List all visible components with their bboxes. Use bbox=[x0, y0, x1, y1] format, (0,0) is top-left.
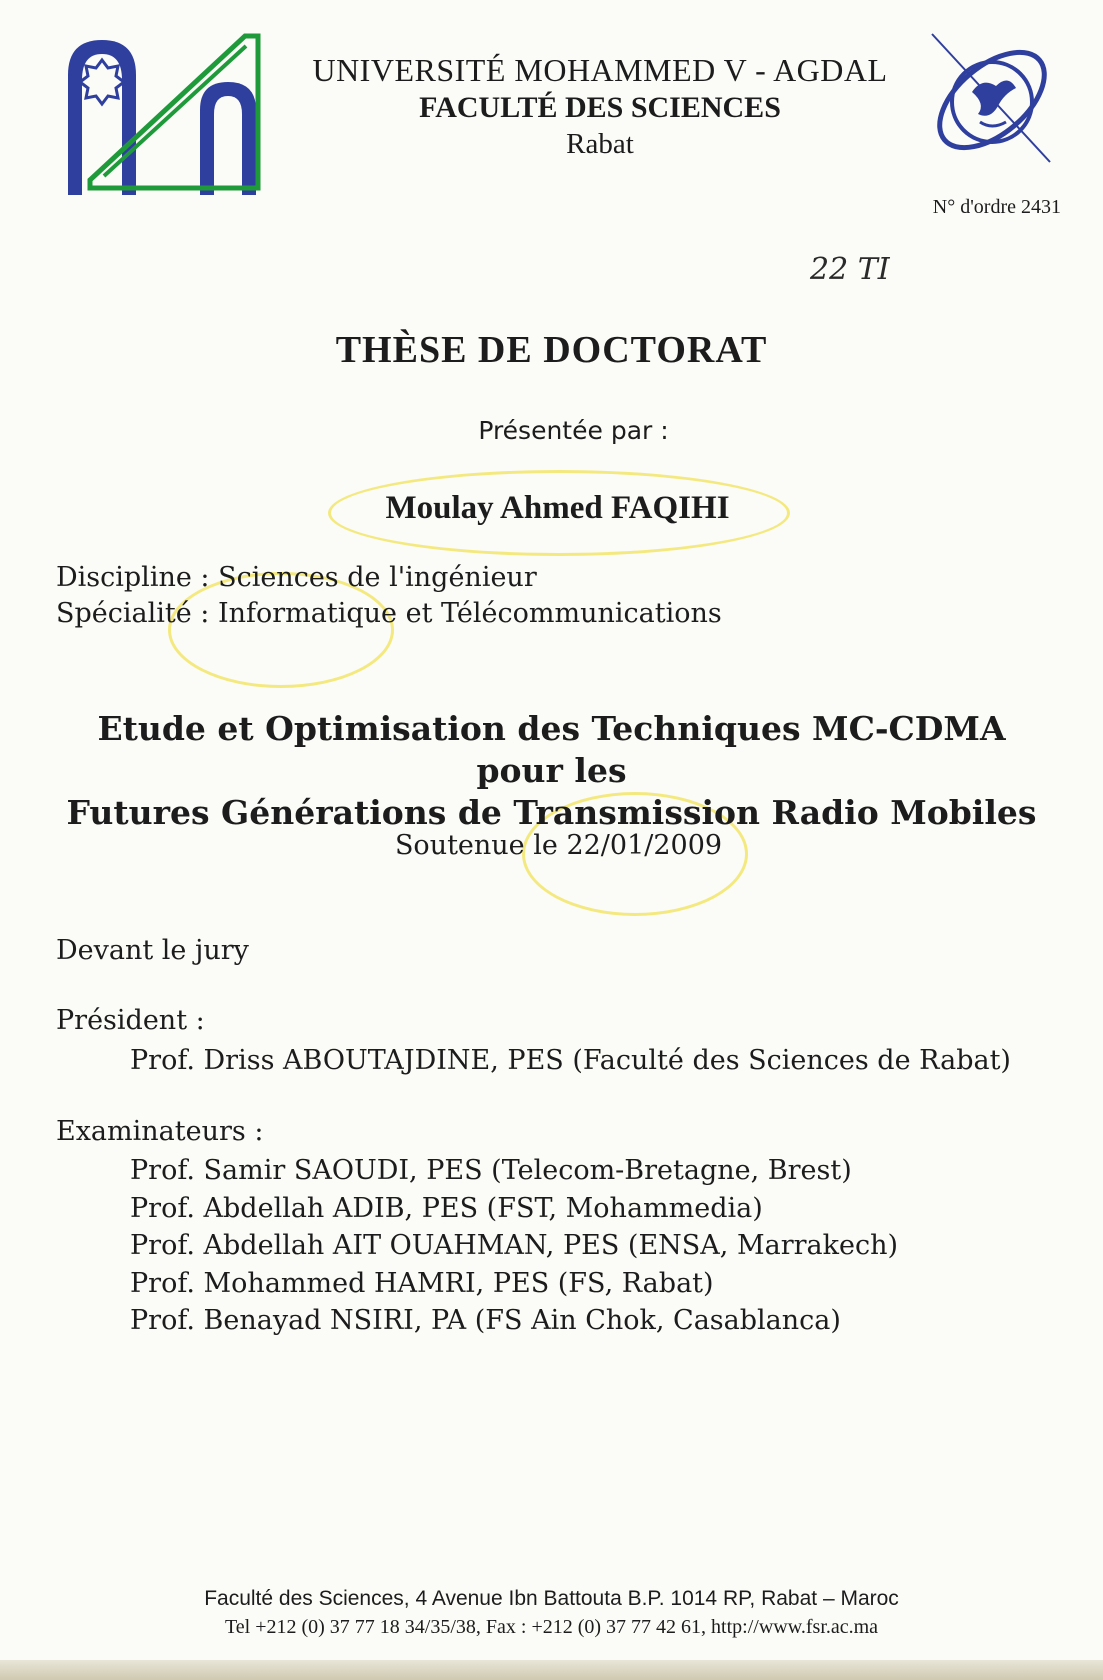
author-name: Moulay Ahmed FAQIHI bbox=[385, 490, 730, 526]
examiner-item: Prof. Samir SAOUDI, PES (Telecom-Bretagne, Brest) bbox=[130, 1155, 852, 1186]
president-label: Président : bbox=[56, 1005, 205, 1036]
footer bbox=[0, 1585, 1103, 1641]
examiner-item: Prof. Mohammed HAMRI, PES (FS, Rabat) bbox=[130, 1267, 714, 1299]
order-number: N° d'ordre 2431 bbox=[932, 196, 1061, 218]
footer-address: Faculté des Sciences, 4 Avenue Ibn Battouta B.P. 1014 RP, Rabat – Maroc bbox=[204, 1587, 899, 1610]
examiners-list bbox=[130, 1152, 898, 1340]
thesis-title-line-1: Etude et Optimisation des Techniques MC-CDMA pour les bbox=[97, 709, 1006, 790]
page-edge bbox=[0, 1660, 1103, 1680]
defense-date: Soutenue le 22/01/2009 bbox=[394, 830, 723, 861]
jury-label: Devant le jury bbox=[56, 935, 249, 966]
university-header bbox=[240, 52, 960, 162]
examiner-item: Prof. Abdellah ADIB, PES (FST, Mohammedia) bbox=[130, 1192, 763, 1224]
president-name: Prof. Driss ABOUTAJDINE, PES (Faculté des Sciences de Rabat) bbox=[130, 1045, 1011, 1076]
thesis-heading: THÈSE DE DOCTORAT bbox=[335, 329, 768, 371]
university-name: UNIVERSITÉ MOHAMMED V - AGDAL bbox=[312, 52, 888, 88]
examiner-item: Prof. Benayad NSIRI, PA (FS Ain Chok, Casablanca) bbox=[130, 1305, 841, 1336]
thesis-title-line-2: Futures Générations de Transmission Radio Mobiles bbox=[66, 793, 1037, 832]
lab-emblem-icon bbox=[920, 22, 1060, 172]
specialite-line: Spécialité : Informatique et Télécommunications bbox=[56, 598, 722, 629]
city-name: Rabat bbox=[566, 128, 634, 160]
discipline-line: Discipline : Sciences de l'ingénieur bbox=[56, 562, 537, 593]
presented-by-label: Présentée par : bbox=[478, 416, 669, 445]
thesis-title bbox=[60, 708, 1043, 834]
examiner-item: Prof. Abdellah AIT OUAHMAN, PES (ENSA, Marrakech) bbox=[130, 1230, 898, 1261]
handwritten-annotation: 22 TI bbox=[810, 252, 890, 287]
footer-contact: Tel +212 (0) 37 77 18 34/35/38, Fax : +212 (0) 37 77 42 61, http://www.fsr.ac.ma bbox=[224, 1616, 879, 1638]
examiners-label: Examinateurs : bbox=[56, 1116, 264, 1147]
faculty-name: FACULTÉ DES SCIENCES bbox=[419, 91, 781, 124]
